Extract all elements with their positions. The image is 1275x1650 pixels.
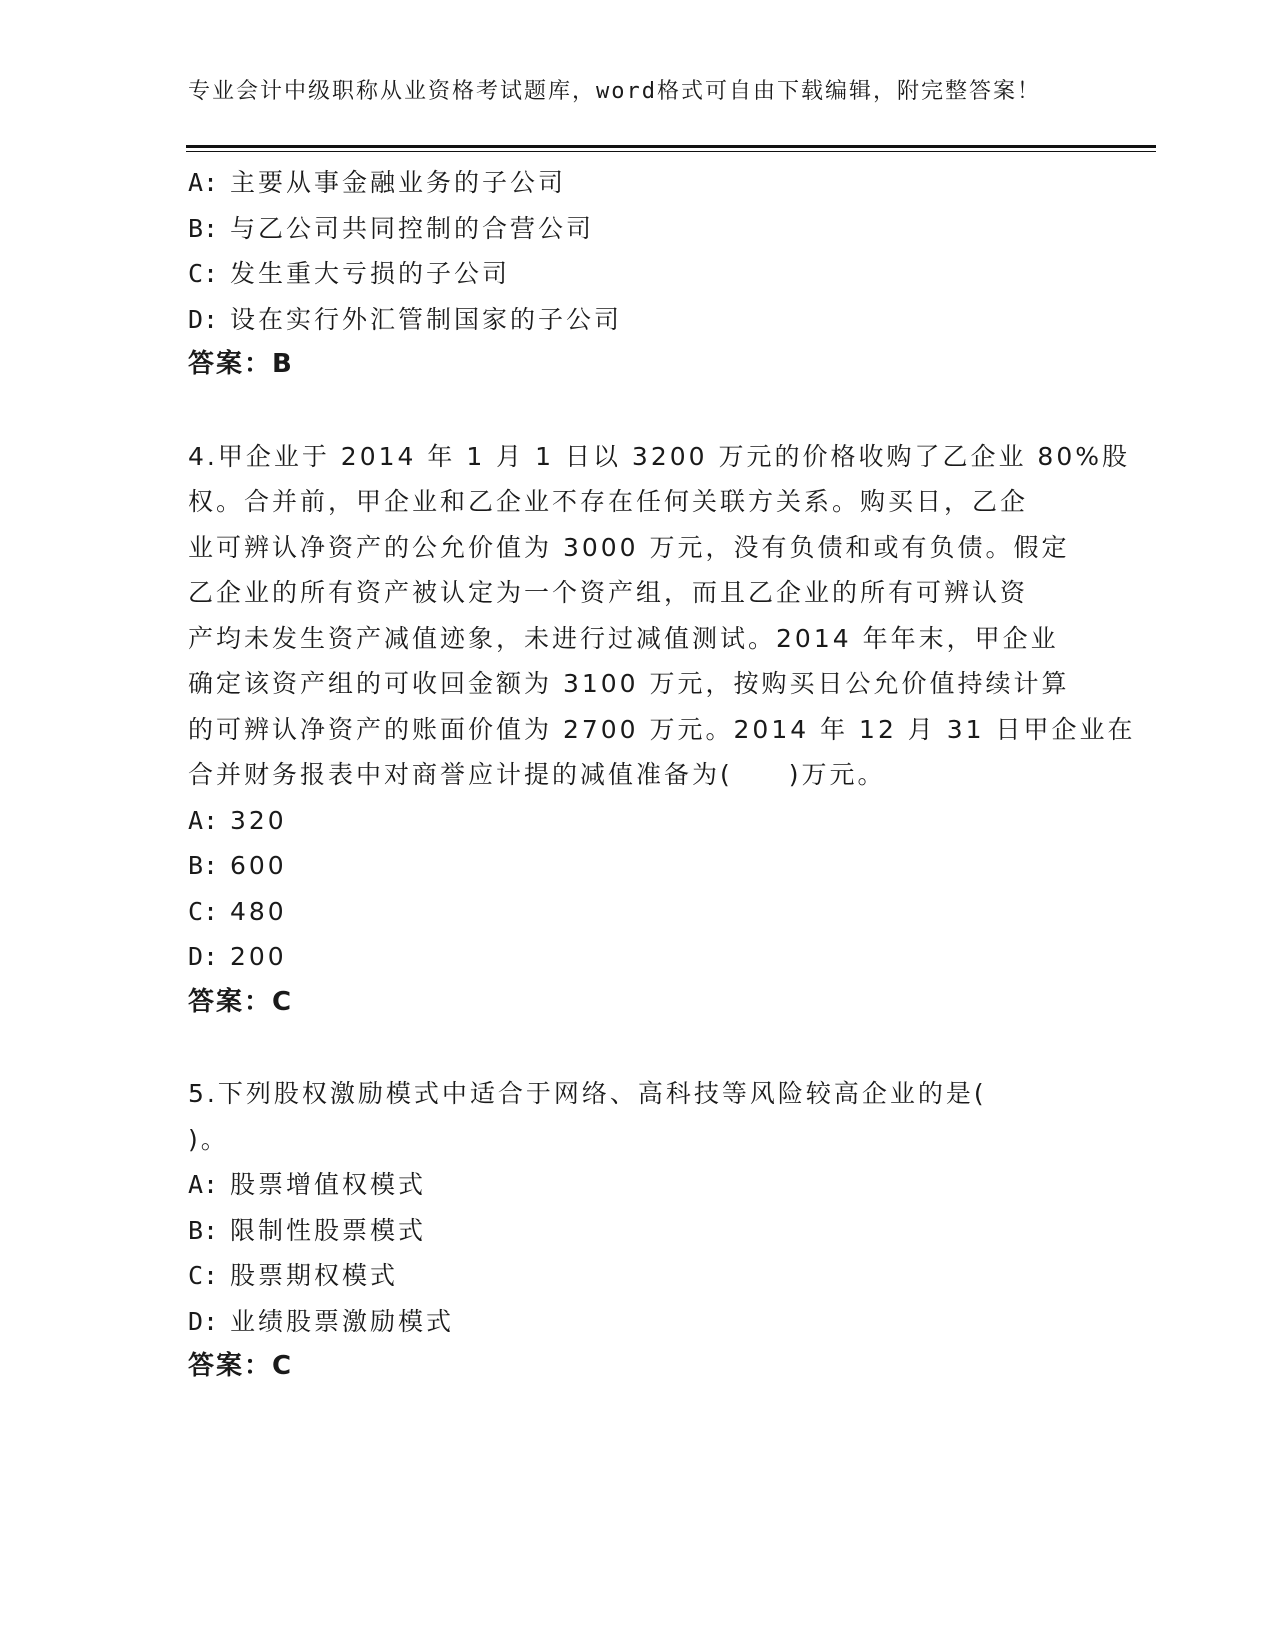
option-d — [188, 297, 1088, 343]
question-3-options — [188, 160, 1088, 342]
question-content — [188, 160, 1136, 1390]
option-text: 600 — [230, 851, 287, 880]
option-c — [188, 1253, 1088, 1299]
stem-line: 的可辨认净资产的账面价值为 2700 万元。2014 年 12 月 31 日甲企业在 — [188, 714, 1136, 744]
option-text: 480 — [230, 896, 287, 926]
option-b — [188, 206, 1088, 252]
stem-line: )。 — [188, 1124, 229, 1154]
option-key: D: — [188, 942, 219, 971]
header-rule-thin — [186, 151, 1156, 152]
option-a — [188, 798, 1088, 844]
spacer — [188, 388, 1088, 434]
question-5-options — [188, 1162, 1088, 1344]
question-4-options — [188, 798, 1088, 980]
option-a — [188, 160, 1088, 206]
spacer — [188, 1025, 1088, 1071]
question-4-answer: 答案：C — [188, 986, 294, 1017]
option-text: 设在实行外汇管制国家的子公司 — [230, 304, 623, 334]
page-header: 专业会计中级职称从业资格考试题库，word格式可自由下载编辑，附完整答案！ — [188, 79, 1041, 104]
stem-line: 合并财务报表中对商誉应计提的减值准备为( )万元。 — [188, 760, 886, 789]
option-d — [188, 934, 1088, 980]
question-3-answer: 答案：B — [188, 349, 294, 379]
question-4-stem — [188, 434, 1136, 798]
stem-line: 乙企业的所有资产被认定为一个资产组，而且乙企业的所有可辨认资 — [188, 578, 1029, 607]
option-key: B: — [188, 213, 219, 243]
option-c — [188, 889, 1088, 935]
option-key: A: — [188, 805, 219, 835]
stem-line: 确定该资产组的可收回金额为 3100 万元，按购买日公允价值持续计算 — [188, 669, 1070, 698]
stem-line: 5.下列股权激励模式中适合于网络、高科技等风险较高企业的是( — [188, 1079, 987, 1108]
header-rule-thick — [186, 145, 1156, 148]
option-text: 发生重大亏损的子公司 — [230, 259, 511, 288]
option-key: C: — [188, 1261, 219, 1290]
option-text: 320 — [230, 805, 287, 835]
question-5-stem — [188, 1071, 1088, 1162]
option-d — [188, 1299, 1088, 1345]
stem-line: 权。合并前，甲企业和乙企业不存在任何关联方关系。购买日，乙企 — [188, 487, 1029, 516]
option-key: D: — [188, 1306, 219, 1336]
option-text: 股票增值权模式 — [230, 1170, 427, 1199]
option-a — [188, 1162, 1088, 1208]
option-text: 限制性股票模式 — [230, 1215, 427, 1245]
option-key: C: — [188, 896, 219, 926]
option-text: 主要从事金融业务的子公司 — [230, 168, 567, 197]
option-key: A: — [188, 168, 219, 197]
question-5-answer: 答案：C — [188, 1351, 294, 1381]
option-text: 业绩股票激励模式 — [230, 1306, 455, 1336]
option-key: B: — [188, 1215, 219, 1245]
option-text: 与乙公司共同控制的合营公司 — [230, 213, 595, 243]
option-key: D: — [188, 304, 219, 334]
stem-line: 产均未发生资产减值迹象，未进行过减值测试。2014 年年末，甲企业 — [188, 623, 1059, 653]
option-key: A: — [188, 1170, 219, 1199]
stem-line: 4.甲企业于 2014 年 1 月 1 日以 3200 万元的价格收购了乙企业 80%股 — [188, 441, 1130, 471]
option-c — [188, 251, 1088, 297]
stem-line: 业可辨认净资产的公允价值为 3000 万元，没有负债和或有负债。假定 — [188, 532, 1070, 562]
option-key: C: — [188, 259, 219, 288]
option-b — [188, 1208, 1088, 1254]
option-text: 股票期权模式 — [230, 1261, 399, 1290]
option-b — [188, 843, 1088, 889]
option-key: B: — [188, 851, 219, 880]
option-text: 200 — [230, 942, 287, 971]
